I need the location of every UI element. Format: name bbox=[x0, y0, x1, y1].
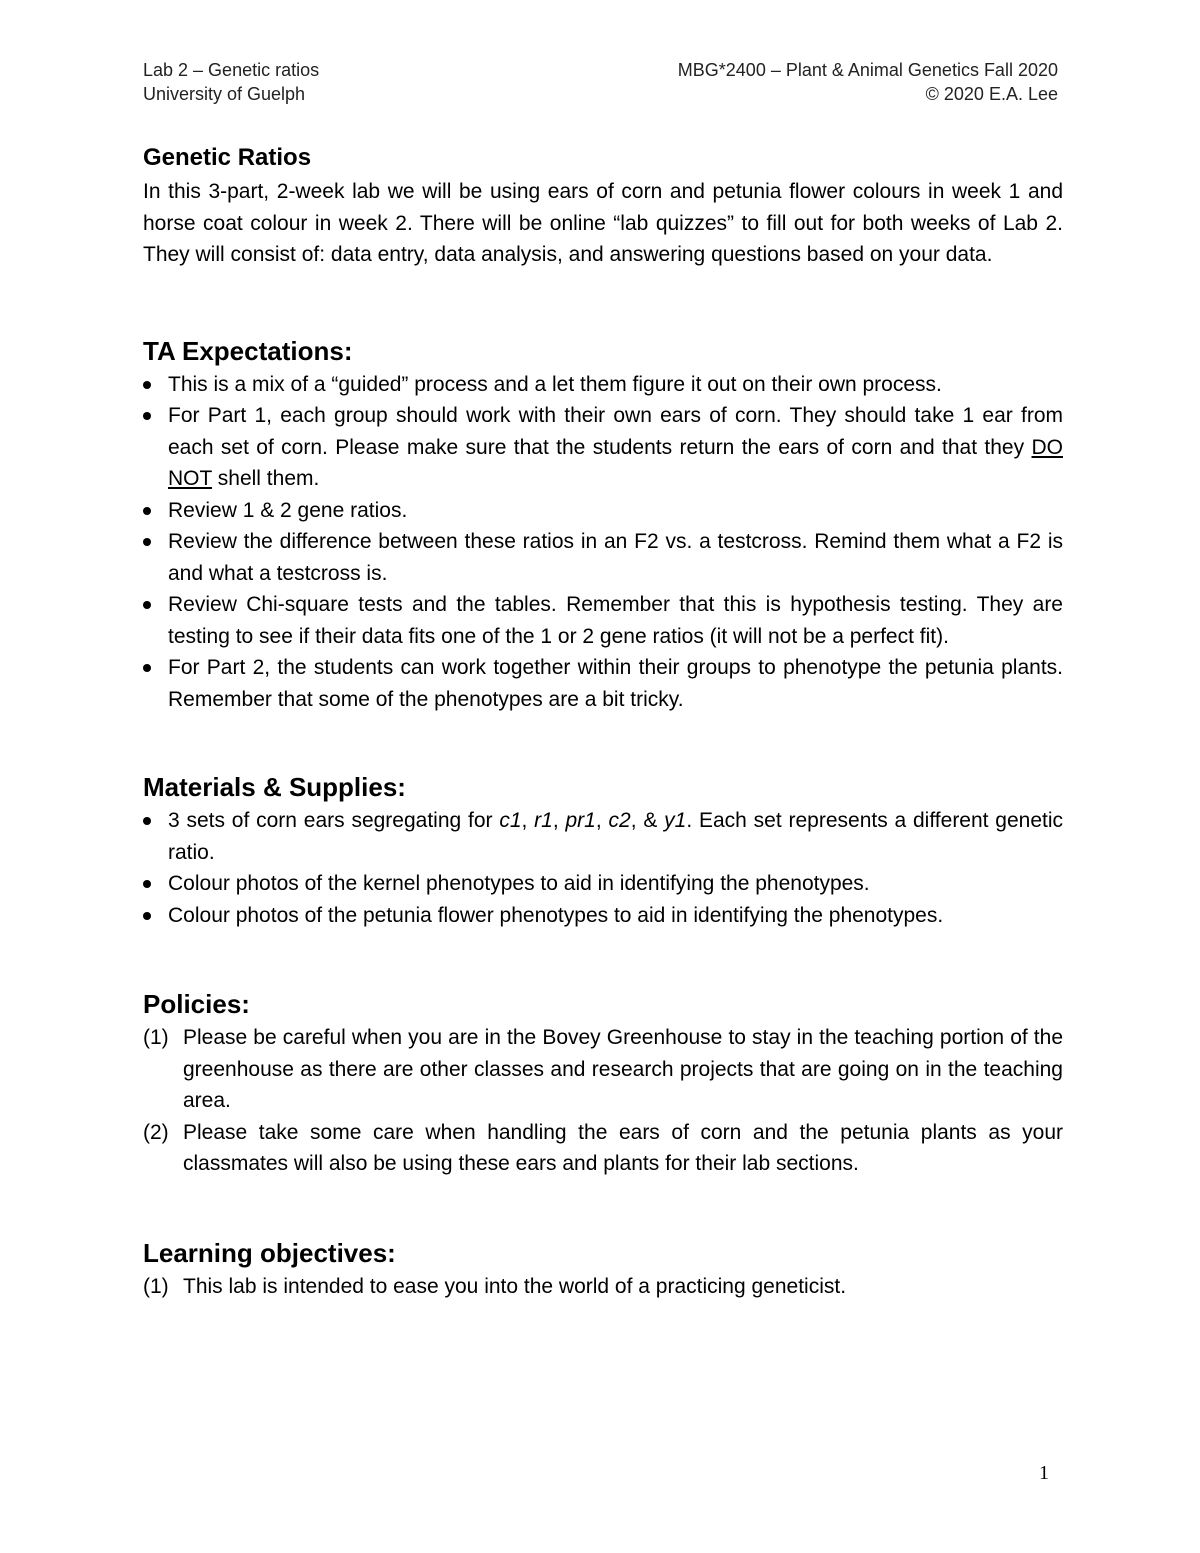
list-item bbox=[143, 369, 1063, 401]
list-item-text: This lab is intended to ease you into the world of a practicing geneticist. bbox=[183, 1274, 847, 1298]
learning-objectives-heading: Learning objectives: bbox=[143, 1237, 396, 1268]
list-item-text: Please be careful when you are in the Bovey Greenhouse to stay in the teaching portion of the greenhouse as there are other classes and research projects that are going on in the teaching area. bbox=[183, 1026, 1063, 1112]
header-course-lab: Lab 2 – Genetic ratios bbox=[143, 60, 320, 80]
header-left bbox=[143, 58, 319, 106]
list-item-text: . Each set represents a different genetic ratio. bbox=[168, 809, 1064, 864]
bullet-icon bbox=[143, 817, 151, 825]
list-number: (1) bbox=[143, 1026, 169, 1049]
list-item bbox=[143, 900, 1063, 932]
materials-heading: Materials & Supplies: bbox=[143, 772, 406, 802]
separator: , bbox=[552, 809, 566, 832]
list-item-text: shell them. bbox=[211, 467, 320, 490]
header-course-title: MBG*2400 – Plant & Animal Genetics Fall 2020 bbox=[677, 60, 1058, 80]
materials-list bbox=[143, 805, 1063, 931]
list-item bbox=[143, 526, 1063, 589]
gene-name: c2 bbox=[608, 809, 631, 832]
bullet-icon bbox=[143, 507, 151, 515]
separator: , bbox=[521, 809, 535, 832]
bullet-icon bbox=[143, 381, 151, 389]
page-number: 1 bbox=[1039, 1462, 1049, 1484]
separator: , bbox=[595, 809, 609, 832]
list-item bbox=[143, 400, 1063, 495]
gene-name: pr1 bbox=[565, 809, 596, 832]
list-number: (2) bbox=[143, 1120, 169, 1144]
list-item-text: Please take some care when handling the ears of corn and the petunia plants as your classmates will also be using these ears and plants for their lab sections. bbox=[183, 1120, 1063, 1175]
bullet-icon bbox=[143, 664, 151, 672]
list-item-text: Review 1 & 2 gene ratios. bbox=[168, 498, 408, 522]
bullet-icon bbox=[143, 412, 151, 420]
policies-list bbox=[143, 1022, 1063, 1180]
gene-name: y1 bbox=[664, 809, 687, 832]
gene-name: c1 bbox=[499, 809, 522, 832]
list-item-text: For Part 2, the students can work together within their groups to phenotype the petunia plants. Remember that some of the phenotypes are a bit tricky. bbox=[168, 656, 1063, 711]
bullet-icon bbox=[143, 912, 151, 920]
list-item bbox=[143, 805, 1063, 868]
gene-name: r1 bbox=[534, 809, 553, 832]
list-item bbox=[143, 652, 1063, 715]
intro-paragraph: In this 3-part, 2-week lab we will be using ears of corn and petunia flower colours in week 1 and horse coat colour in week 2. There will be online “lab quizzes” to fill out for both weeks of Lab 2. They will consist of: data entry, data analysis, and answering questions based on your data. bbox=[143, 180, 1063, 266]
main-content bbox=[143, 140, 1063, 1302]
bullet-icon bbox=[143, 880, 151, 888]
separator: , & bbox=[630, 809, 665, 832]
header-right bbox=[678, 58, 1058, 106]
list-item-text: Review the difference between these ratios in an F2 vs. a testcross. Remind them what a F2 is and what a testcross is. bbox=[168, 530, 1063, 585]
header-copyright: © 2020 E.A. Lee bbox=[925, 84, 1058, 104]
list-item-text: This is a mix of a “guided” process and a let them figure it out on their own process. bbox=[168, 372, 942, 396]
learning-objectives-list bbox=[143, 1271, 1063, 1303]
page-title: Genetic Ratios bbox=[143, 144, 312, 171]
underlined-emphasis: DO NOT bbox=[168, 435, 1063, 490]
list-item bbox=[143, 1271, 1063, 1303]
list-item-text: For Part 1, each group should work with their own ears of corn. They should take 1 ear from each set of corn. Please make sure that the students return the ears of corn and that they bbox=[168, 404, 1063, 459]
list-item bbox=[143, 1117, 1063, 1180]
list-item-text: Colour photos of the petunia flower phenotypes to aid in identifying the phenotypes. bbox=[168, 903, 944, 927]
list-item bbox=[143, 868, 1063, 900]
policies-heading: Policies: bbox=[143, 989, 250, 1019]
list-item bbox=[143, 589, 1063, 652]
list-item-text: Colour photos of the kernel phenotypes to aid in identifying the phenotypes. bbox=[168, 872, 870, 895]
list-item-text: 3 sets of corn ears segregating for bbox=[168, 809, 500, 832]
list-item bbox=[143, 495, 1063, 527]
bullet-icon bbox=[143, 538, 151, 546]
list-number: (1) bbox=[143, 1274, 169, 1298]
bullet-icon bbox=[143, 601, 151, 609]
list-item bbox=[143, 1022, 1063, 1117]
ta-expectations-list bbox=[143, 369, 1063, 716]
list-item-text: Review Chi-square tests and the tables. Remember that this is hypothesis testing. They are testing to see if their data fits one of the 1 or 2 gene ratios (it will not be a perfect fit). bbox=[168, 593, 1063, 648]
ta-expectations-heading: TA Expectations: bbox=[143, 335, 353, 366]
header-university: University of Guelph bbox=[143, 84, 306, 104]
